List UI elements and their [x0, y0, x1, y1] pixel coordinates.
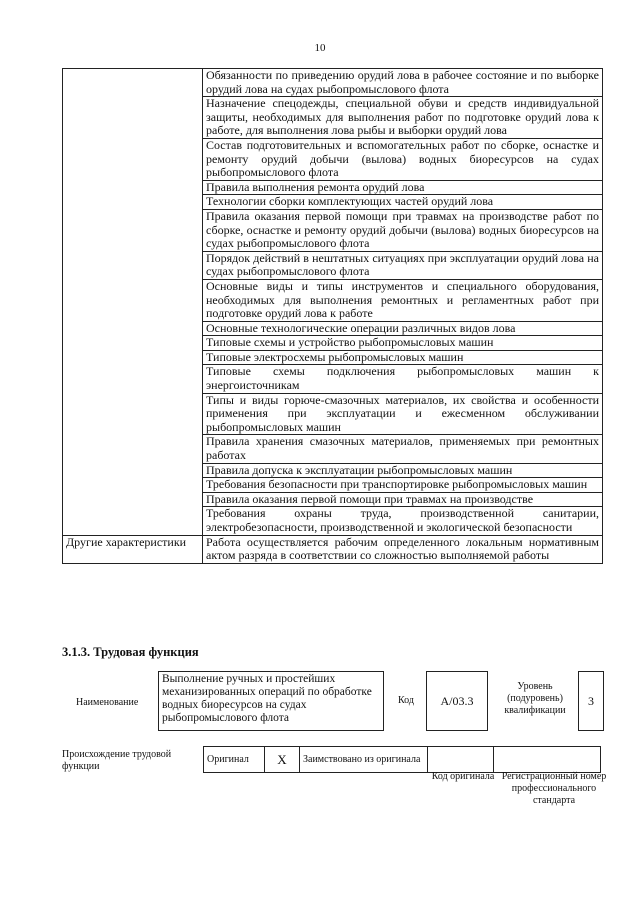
- knowledge-item: Правила хранения смазочных материалов, применяемых при ремонтных работах: [203, 435, 603, 463]
- code-box: А/03.3: [426, 671, 488, 731]
- category-cell: [63, 69, 203, 536]
- origin-label: Происхождение трудовой функции: [62, 749, 172, 772]
- other-characteristics-text: Работа осуществляется рабочим определенного локальным нормативным актом разряда в соответствии со сложностью выполняемой работы: [203, 535, 603, 563]
- knowledge-item: Правила оказания первой помощи при травмах на производстве работ по сборке, оснастке и ремонту орудий добычи (вылова) водных биоресурсов на судах рыбопромыслового флота: [203, 209, 603, 251]
- knowledge-item: Типовые схемы и устройство рыбопромысловых машин: [203, 336, 603, 351]
- level-box: 3: [578, 671, 604, 731]
- knowledge-item: Состав подготовительных и вспомогательных работ по сборке, оснастке и ремонту орудий добычи (вылова) водных биоресурсов на судах рыбопромыслового флота: [203, 138, 603, 180]
- table-row: [63, 535, 603, 563]
- origin-table: [203, 746, 601, 773]
- level-label: Уровень (подуровень) квалификации: [504, 681, 566, 716]
- knowledge-item: Правила допуска к эксплуатации рыбопромысловых машин: [203, 463, 603, 478]
- table-row: [63, 69, 603, 97]
- knowledge-item: Технологии сборки комплектующих частей орудий лова: [203, 195, 603, 210]
- function-name-box: Выполнение ручных и простейших механизированных операций по обработке водных биоресурсов на судах рыбопромыслового флота: [158, 671, 384, 731]
- knowledge-table: [62, 68, 603, 564]
- original-mark: X: [265, 747, 300, 773]
- original-code-cell: [428, 747, 494, 773]
- borrowed-cell: Заимствовано из оригинала: [300, 747, 428, 773]
- knowledge-item: Требования охраны труда, производственной санитарии, электробезопасности, производственной и экологической безопасности: [203, 507, 603, 535]
- registration-caption: Регистрационный номер профессионального стандарта: [501, 771, 607, 806]
- knowledge-item: Типовые электросхемы рыбопромысловых машин: [203, 350, 603, 365]
- original-cell: Оригинал: [204, 747, 265, 773]
- knowledge-item: Назначение спецодежды, специальной обуви и средств индивидуальной защиты, необходимых для выполнения работ по подготовке орудий лова к работе, для выполнения лова рыбы и выборки орудий лова: [203, 97, 603, 139]
- original-code-caption: Код оригинала: [431, 771, 495, 782]
- other-characteristics-label: Другие характеристики: [63, 535, 203, 563]
- name-label: Наименование: [76, 697, 139, 708]
- knowledge-item: Типы и виды горюче-смазочных материалов, их свойства и особенности применения при эксплуатации и ежесменном обслуживании рыбопромысловых машин: [203, 393, 603, 435]
- knowledge-item: Типовые схемы подключения рыбопромысловых машин к энергоисточникам: [203, 365, 603, 393]
- registration-number-cell: [494, 747, 601, 773]
- knowledge-item: Обязанности по приведению орудий лова в рабочее состояние и по выборке орудий лова на судах рыбопромыслового флота: [203, 69, 603, 97]
- knowledge-item: Основные виды и типы инструментов и специального оборудования, необходимых для выполнения ремонтных и регламентных работ при подготовке орудий лова к работе: [203, 279, 603, 321]
- section-heading: 3.1.3. Трудовая функция: [62, 645, 199, 659]
- knowledge-item: Правила оказания первой помощи при травмах на производстве: [203, 492, 603, 507]
- knowledge-item: Основные технологические операции различных видов лова: [203, 321, 603, 336]
- page-number: 10: [314, 42, 326, 54]
- knowledge-item: Порядок действий в нештатных ситуациях при эксплуатации орудий лова на судах рыбопромыслового флота: [203, 251, 603, 279]
- knowledge-item: Требования безопасности при транспортировке рыбопромысловых машин: [203, 478, 603, 493]
- code-label: Код: [398, 695, 414, 706]
- knowledge-item: Правила выполнения ремонта орудий лова: [203, 180, 603, 195]
